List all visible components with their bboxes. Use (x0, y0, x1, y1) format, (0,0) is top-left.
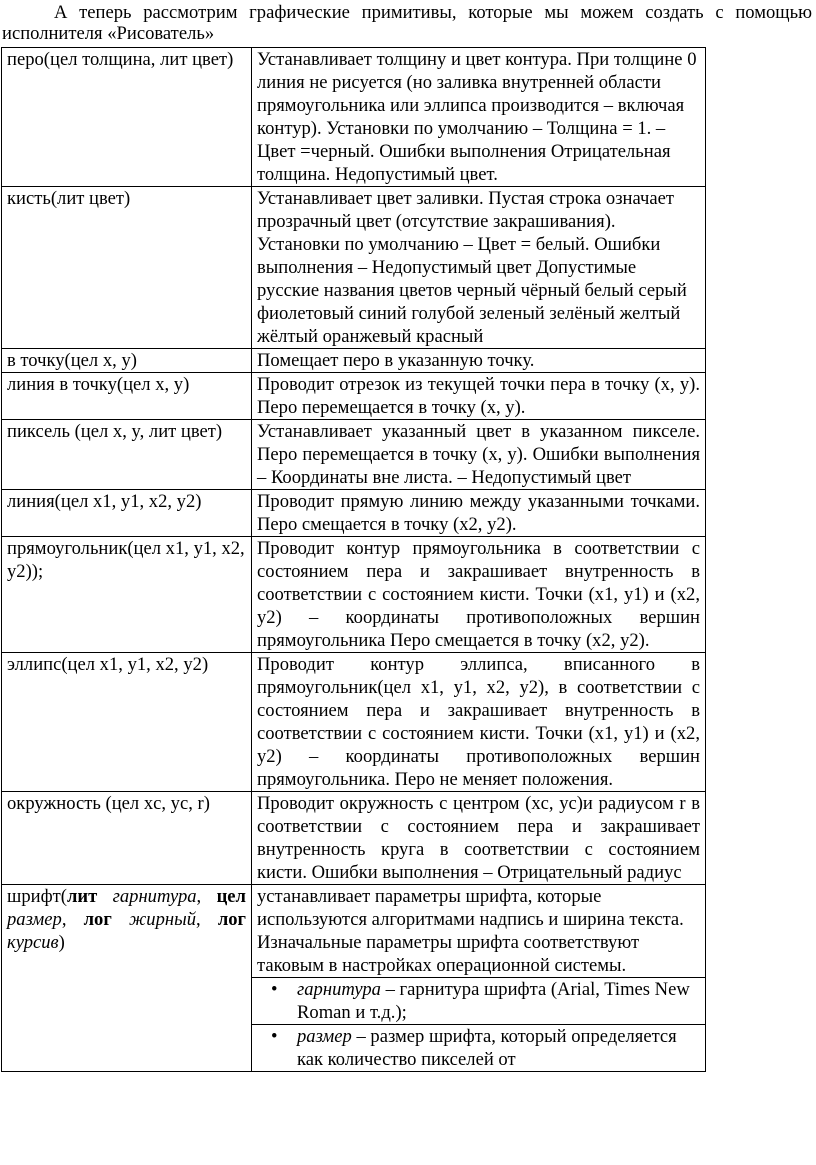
table-row (2, 490, 706, 537)
description-cell: Устанавливает указанный цвет в указанном пикселе. Перо перемещается в точку (x, y). Ошибки выполнения – Координаты вне листа. – Недопустимый цвет (252, 420, 706, 490)
description-cell: Проводит контур эллипса, вписанного в прямоугольник(цел x1, y1, x2, y2), в соответствии с состоянием пера и закрашивает внутренность в соответствии с состоянием кисти. Точки (x1, y1) и (x2, y2) – координаты противоположных вершин прямоугольника. Перо не меняет положения. (252, 653, 706, 792)
description-cell: Проводит контур прямоугольника в соответствии с состоянием пера и закрашивает внутренность в соответствии с состоянием кисти. Точки (x1, y1) и (x2, y2) – координаты противоположных вершин прямоугольника Перо смещается в точку (x2, y2). (252, 537, 706, 653)
table-row (2, 885, 706, 1072)
table-row (2, 420, 706, 490)
option-text: – размер шрифта, который определяется как количество пикселей от (297, 1026, 677, 1070)
command-cell: эллипс(цел x1, y1, x2, y2) (2, 653, 252, 792)
bullet-icon: • (271, 1026, 278, 1047)
command-cell: линия в точку(цел x, y) (2, 373, 252, 420)
description-cell: Проводит отрезок из текущей точки пера в точку (x, y). Перо перемещается в точку (x, y). (252, 373, 706, 420)
description-cell: Помещает перо в указанную точку. (252, 349, 706, 373)
intro-paragraph: А теперь рассмотрим графические примитивы, которые мы можем создать с помощью исполнителя «Рисователь» (2, 2, 812, 44)
command-cell: линия(цел x1, y1, x2, y2) (2, 490, 252, 537)
option-term: гарнитура (297, 979, 381, 1000)
option-text: – гарнитура шрифта (Arial, Times New Roman и т.д.); (297, 979, 690, 1023)
font-description: устанавливает параметры шрифта, которые используются алгоритмами надпись и ширина текста. Изначальные параметры шрифта соответствуют таковым в настройках операционной системы. (257, 886, 684, 976)
command-cell: кисть(лит цвет) (2, 187, 252, 349)
table-row (2, 792, 706, 885)
option-term: размер (297, 1026, 352, 1047)
primitives-table (1, 47, 706, 1072)
table-row (2, 653, 706, 792)
command-cell: прямоугольник(цел x1, y1, x2, y2)); (2, 537, 252, 653)
description-cell: Проводит прямую линию между указанными точками. Перо смещается в точку (x2, y2). (252, 490, 706, 537)
command-cell: окружность (цел xc, yc, r) (2, 792, 252, 885)
table-row (2, 187, 706, 349)
table-row (2, 349, 706, 373)
description-cell: Устанавливает цвет заливки. Пустая строка означает прозрачный цвет (отсутствие закрашивания). Установки по умолчанию – Цвет = белый. Ошибки выполнения – Недопустимый цвет Допустимые русские названия цветов черный чёрный белый серый фиолетовый синий голубой зеленый зелёный желтый жёлтый оранжевый красный (252, 187, 706, 349)
command-cell: шрифт(лит гарнитура, цел размер, лог жирный, лог курсив) (2, 885, 252, 1072)
font-options-list (257, 1025, 700, 1071)
command-cell: перо(цел толщина, лит цвет) (2, 48, 252, 187)
description-cell: Устанавливает толщину и цвет контура. При толщине 0 линия не рисуется (но заливка внутренней области прямоугольника или эллипса производится – включая контур). Установки по умолчанию – Толщина = 1. – Цвет =черный. Ошибки выполнения Отрицательная толщина. Недопустимый цвет. (252, 48, 706, 187)
font-options-list (257, 978, 700, 1024)
table-row (2, 373, 706, 420)
bullet-icon: • (271, 979, 278, 1000)
command-cell: в точку(цел x, y) (2, 349, 252, 373)
description-cell: Проводит окружность с центром (xc, yc)и радиусом r в соответствии с состоянием пера и закрашивает внутренность круга в соответствии с состоянием кисти. Ошибки выполнения – Отрицательный радиус (252, 792, 706, 885)
list-item (267, 1025, 700, 1071)
table-row (2, 537, 706, 653)
command-cell: пиксель (цел x, y, лит цвет) (2, 420, 252, 490)
table-row (2, 48, 706, 187)
list-item (267, 978, 700, 1024)
description-cell (252, 885, 706, 1072)
